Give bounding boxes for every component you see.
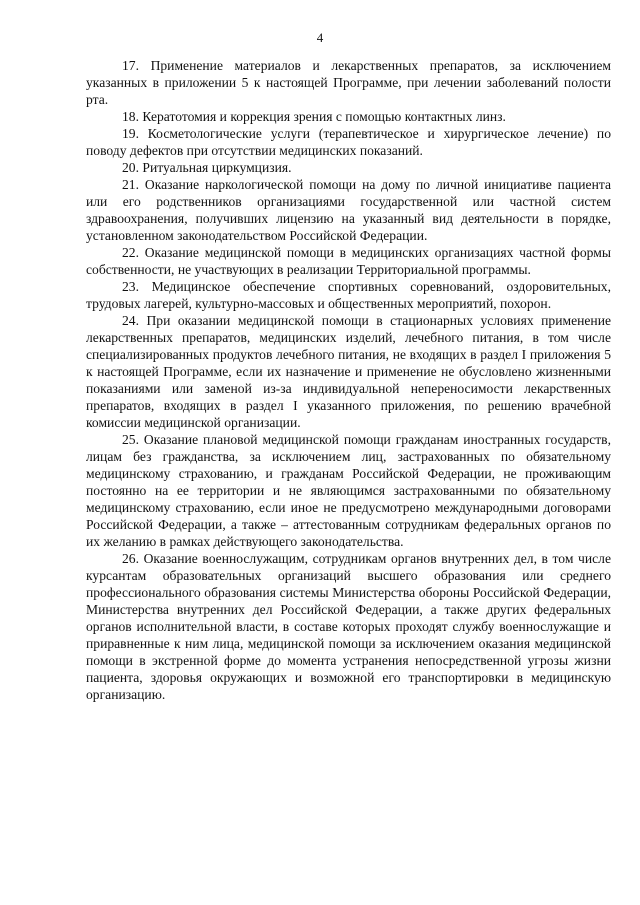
- page-number: 4: [316, 30, 324, 45]
- paragraph-22: 22. Оказание медицинской помощи в медицинских организациях частной формы собственности, не участвующих в реализации Территориальной программы.: [86, 245, 611, 277]
- paragraph-20: 20. Ритуальная циркумцизия.: [122, 160, 292, 175]
- paragraph-18: 18. Кератотомия и коррекция зрения с помощью контактных линз.: [122, 109, 506, 124]
- paragraph-17: 17. Применение материалов и лекарственных препаратов, за исключением указанных в приложении 5 к настоящей Программе, при лечении заболеваний полости рта.: [86, 58, 611, 107]
- paragraph-19: 19. Косметологические услуги (терапевтическое и хирургическое лечение) по поводу дефектов при отсутствии медицинских показаний.: [86, 126, 611, 158]
- document-body: [86, 57, 611, 703]
- paragraph-26: 26. Оказание военнослужащим, сотрудникам органов внутренних дел, в том числе курсантам образовательных организаций высшего образования или среднего профессионального образования системы Министерства обороны Российской Федерации, Министерства внутренних дел Российской Федерации, а также других федеральных органов исполнительной власти, в составе которых проходят службу военнослужащие и приравненные к ним лица, медицинской помощи за исключением оказания медицинской помощи в экстренной форме до момента устранения непосредственной угрозы жизни пациента, здоровья окружающих и возможной его транспортировки в медицинскую организацию.: [86, 551, 611, 702]
- paragraph-21: 21. Оказание наркологической помощи на дому по личной инициативе пациента или его родственников организациями государственной или частной систем здравоохранения, получивших лицензию на указанный вид деятельности в порядке, установленном законодательством Российской Федерации.: [86, 177, 611, 243]
- paragraph-24: 24. При оказании медицинской помощи в стационарных условиях применение лекарственных препаратов, медицинских изделий, лечебного питания, в том числе специализированных продуктов лечебного питания, не входящих в раздел I приложения 5 к настоящей Программе, если их назначение и применение не обусловлено жизненными показаниями или заменой из-за индивидуальной непереносимости лекарственных препаратов, входящих в раздел I указанного приложения, по решению врачебной комиссии медицинской организации.: [86, 313, 611, 430]
- paragraph-25: 25. Оказание плановой медицинской помощи гражданам иностранных государств, лицам без гражданства, за исключением лиц, застрахованных по обязательному медицинскому страхованию, и гражданам Российской Федерации, не проживающим постоянно на ее территории и не являющимся застрахованными по обязательному медицинскому страхованию, если иное не предусмотрено международными договорами Российской Федерации, а также – аттестованным сотрудникам федеральных органов по их желанию в рамках действующего законодательства.: [86, 432, 611, 549]
- paragraph-23: 23. Медицинское обеспечение спортивных соревнований, оздоровительных, трудовых лагерей, культурно-массовых и общественных мероприятий, похорон.: [86, 279, 611, 311]
